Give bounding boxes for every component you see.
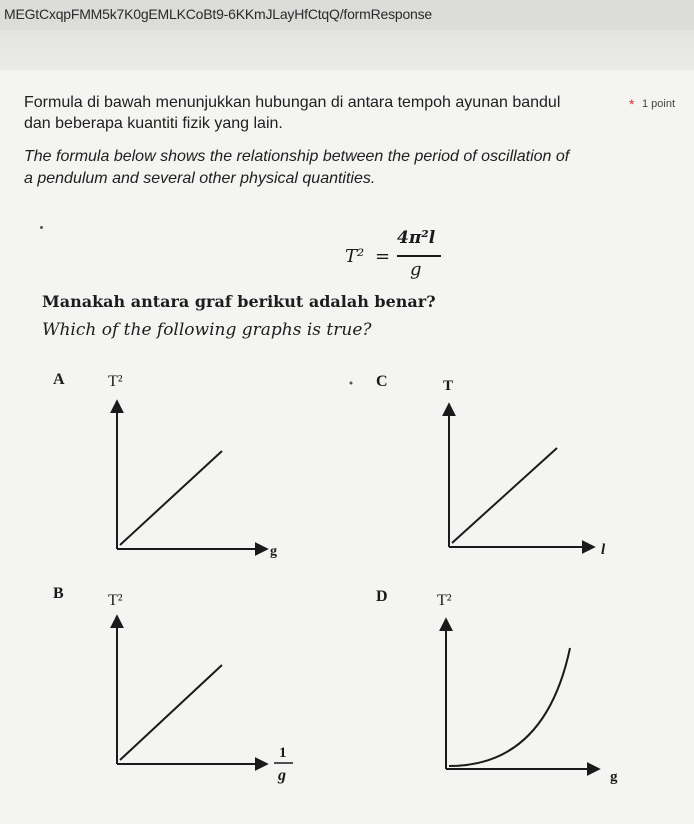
option-d-y-label: T² [437, 592, 452, 609]
option-c-graph[interactable] [350, 373, 607, 558]
option-a-line [120, 451, 222, 545]
option-b-x-label-numerator: 1 [279, 745, 287, 761]
option-c-y-label: T [443, 378, 454, 394]
question-points: 1 point [642, 98, 676, 110]
option-b-line [120, 665, 222, 760]
question-text-malay-line1: Formula di bawah menunjukkan hubungan di antara tempoh ayunan bandul [24, 94, 561, 111]
option-c-line [452, 448, 557, 543]
option-b-x-label-denominator: g [278, 767, 286, 784]
formula-equals: = [375, 246, 391, 267]
url-text[interactable]: MEGtCxqpFMM5k7K0gEMLKCoBt9-6KKmJLayHfCtqQ/formResponse [4, 6, 433, 22]
question-text-english-line1: The formula below shows the relationship between the period of oscillation of [24, 148, 570, 165]
prompt-english: Which of the following graphs is true? [42, 320, 372, 340]
question-text-english-line2: a pendulum and several other physical quantities. [24, 170, 376, 187]
option-a-x-label: g [270, 544, 277, 559]
option-b-graph[interactable] [53, 585, 293, 784]
option-a-graph[interactable] [53, 371, 277, 559]
option-d-curve [449, 648, 570, 766]
option-b-y-label: T² [108, 592, 123, 609]
option-c-x-label: l [601, 542, 606, 558]
option-a-y-label: T² [108, 373, 123, 390]
formula-lhs: T² [345, 246, 365, 267]
prompt-malay: Manakah antara graf berikut adalah benar? [42, 292, 436, 311]
formula-numerator: 4π²l [397, 228, 436, 248]
option-d-x-label: g [610, 769, 618, 785]
option-d-letter: D [376, 588, 388, 605]
required-marker: * [629, 96, 635, 112]
option-c-letter: C [376, 373, 388, 390]
option-d-graph[interactable] [376, 588, 618, 785]
option-b-letter: B [53, 585, 64, 602]
question-text-malay-line2: dan beberapa kuantiti fizik yang lain. [24, 115, 283, 132]
option-a-letter: A [53, 371, 65, 388]
formula-denominator: g [410, 259, 422, 280]
option-c-dot [350, 382, 353, 385]
